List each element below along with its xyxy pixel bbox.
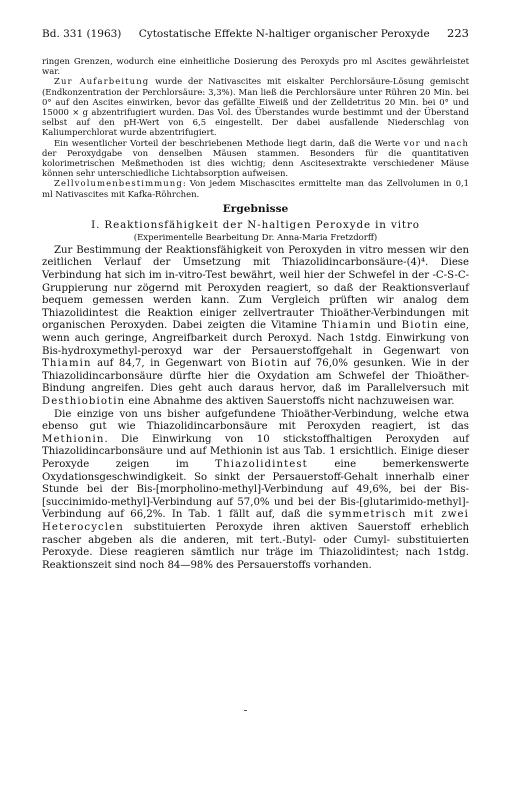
methods-paragraph-aufarbeitung: Zur Aufarbeitung wurde der Nativascites mit eiskalter Perchlorsäure-Lösung gemischt (Endkonzentration der Perchlorsäure: 3,3%). Man ließ die Perchlorsäure unter Rühren 20 Min. bei 0° auf den Ascites einwirken, bevor das gefällte Eiweiß und der Zelldetritus 20 Min. bei 0° und 15000 × g abzentrifugiert wurden. Das Vol. des Überstandes wurde bestimmt und der Überstand selbst auf den pH-Wert von 6,5 eingestellt. Der dabei ausfallende Niederschlag von Kaliumperchlorat wurde abzentrifugiert.: [42, 76, 469, 138]
spaced-term: Desthiobiotin: [42, 395, 126, 407]
volume-info: Bd. 331 (1963): [42, 28, 122, 40]
running-title: Cytostatische Effekte N-haltiger organischer Peroxyde: [138, 28, 430, 40]
spaced-term: Methionin: [42, 433, 105, 445]
spaced-term: Thiamin: [42, 358, 92, 370]
section-heading: Ergebnisse: [222, 202, 289, 215]
results-paragraph-1: Zur Bestimmung der Reaktionsfähigkeit von Peroxyden in vitro messen wir den zeitlichen Verlauf der Umsetzung mit Thiazolidincarbonsäure-(4)⁴. Diese Verbindung hat sich im in-vitro-Test bewährt, weil hier der Schwefel in der -C-S-C-Gruppierung nur zögernd mit Peroxyden reagiert, so daß der Reaktionsverlauf bequem gemessen werden kann. Zum Vergleich prüften wir analog dem Thiazolidintest die Reaktion einiger zellvertrauter Thioäther-Verbindungen mit organischen Peroxyden. Dabei zeigten die Vitamine Thiamin und Biotin eine, wenn auch geringe, Angreifbarkeit durch Peroxyd. Nach 1stdg. Einwirkung von Bis-hydroxymethyl-peroxyd war der Persauerstoffgehalt in Gegenwart von Thiamin auf 84,7, in Gegenwart von Biotin auf 76,0% gesunken. Wie in der Thiazolidincarbonsäure dürfte hier die Oxydation am Schwefel der Thioäther-Bindung angreifen. Dies geht auch daraus hervor, daß im Parallelversuch mit Desthiobiotin eine Abnahme des aktiven Sauerstoffs nicht nachzuweisen war.: [42, 244, 469, 407]
spaced-term: Thiazolidintest: [215, 458, 308, 470]
spaced-term: Zur Aufarbeitung: [54, 76, 150, 87]
methods-paragraph-1: ringen Grenzen, wodurch eine einheitliche Dosierung des Peroxyds pro ml Ascites gewährleistet war.: [42, 56, 469, 77]
spaced-term: Zellvolumenbestimmung: [54, 178, 183, 189]
page-number: 223: [447, 26, 469, 40]
spaced-term: Biotin: [401, 320, 439, 332]
page-footer-mark: [244, 710, 247, 711]
subsection-credit: (Experimentelle Bearbeitung Dr. Anna-Maria Fretzdorff): [133, 232, 378, 243]
spaced-term: vor: [403, 137, 421, 148]
results-paragraph-2: Die einzige von uns bisher aufgefundene Thioäther-Verbindung, welche etwa ebenso gut wie Thiazolidincarbonsäure mit Peroxyden reagiert, ist das Methionin. Die Einwirkung von 10 stickstoffhaltigen Peroxyden auf Thiazolidincarbonsäure und auf Methionin ist aus Tab. 1 ersichtlich. Einige dieser Peroxyde zeigen im Thiazolidintest eine bemerkenswerte Oxydationsgeschwindigkeit. So sinkt der Persauerstoff-Gehalt innerhalb einer Stunde bei der Bis-[morpholino-methyl]-Verbindung auf 49,6%, bei der Bis-[succinimido-methyl]-Verbindung auf 57,0% und bei der Bis-[glutarimido-methyl]-Verbindung auf 66,2%. In Tab. 1 fällt auf, daß die symmetrisch mit zwei Heterocyclen substituierten Peroxyde ihren aktiven Sauerstoff erheblich rascher abgeben als die anderen, mit tert.-Butyl- oder Cumyl- substituierten Peroxyde. Diese reagieren sämtlich nur träge im Thiazolidintest; nach 1stdg. Reaktionszeit sind noch 84—98% des Persauerstoffs vorhanden.: [42, 408, 469, 571]
journal-page: [42, 26, 469, 572]
spaced-term: nach: [443, 137, 469, 148]
subsection-heading: I. Reaktionsfähigkeit der N-haltigen Peroxyde in vitro: [91, 218, 420, 231]
methods-paragraph-zellvolumen: Zellvolumenbestimmung: Von jedem Mischascites ermittelte man das Zellvolumen in 0,1 ml Nativascites mit Kafka-Röhrchen.: [42, 178, 469, 199]
spaced-term: symmetrisch mit zwei Heterocyclen: [42, 509, 469, 533]
spaced-term: Biotin: [251, 358, 289, 370]
results-body: [42, 245, 469, 572]
methods-small-print: [42, 56, 469, 199]
spaced-term: Thiamin: [322, 320, 372, 332]
running-header: [42, 26, 469, 44]
methods-paragraph-vorteil: Ein wesentlicher Vorteil der beschriebenen Methode liegt darin, daß die Werte vor und nach der Peroxydgabe von denselben Mäusen stammen. Besonders für die quantitativen kolorimetrischen Meßmethoden ist dies wichtig; denn Ascitesextrakte verschiedener Mäuse können sehr unterschiedliche Lichtabsorption aufweisen.: [42, 137, 469, 179]
